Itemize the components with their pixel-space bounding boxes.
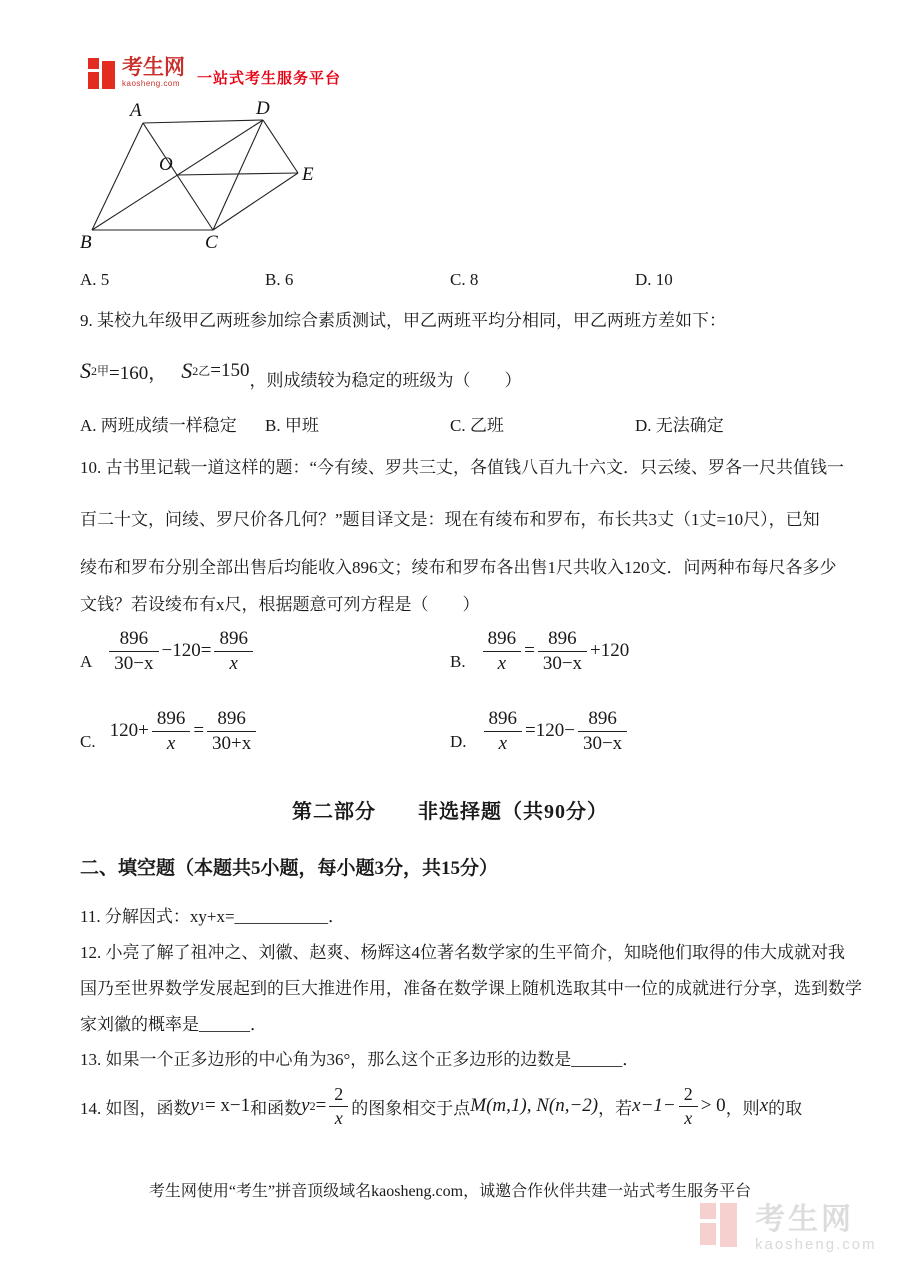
vertex-label-e: E: [302, 164, 314, 185]
q8-option-a: A. 5: [80, 270, 110, 289]
intersection-points: M(m,1), N(n,−2): [470, 1095, 599, 1116]
logo-domain-text: kaosheng.com: [122, 79, 181, 89]
vertex-label-c: C: [205, 232, 218, 253]
q9-options-row: [0, 411, 900, 435]
q9-option-a: A. 两班成绩一样稳定: [80, 416, 237, 435]
fraction: $\frac{896}{30+x}$: [207, 708, 256, 754]
vertex-label-a: A: [130, 100, 142, 121]
q10-option-b: B. $\frac{896}{x}$ = $\frac{896}{30-x}$ +120: [450, 628, 630, 674]
q11-stem: 11. 分解因式：xy+x=___________．: [80, 907, 346, 926]
figure-lines: [92, 120, 298, 230]
q13-stem: 13. 如果一个正多边形的中心角为36°，那么这个正多边形的边数是______．: [80, 1050, 640, 1069]
logo-brand: 考生网: [122, 55, 185, 79]
vertex-label-d: D: [256, 98, 270, 119]
geometry-figure: [75, 98, 325, 258]
variance-symbol-jia: S: [80, 358, 91, 383]
y1-symbol: y: [190, 1095, 199, 1116]
q12-line-3: 家刘徽的概率是______．: [80, 1015, 267, 1034]
watermark-text: [755, 1203, 877, 1253]
vertex-label-o: O: [159, 154, 173, 175]
section-2-title: 第二部分 非选择题（共90分）: [292, 801, 608, 823]
logo-tagline: 一站式考生服务平台: [197, 70, 342, 87]
y2-symbol: y: [301, 1095, 310, 1116]
q8-options-row: [0, 270, 900, 294]
fraction: $\frac{896}{30-x}$: [538, 628, 587, 674]
q14-stem: 14. 如图，函数 y 1 = x−1 和函数 y 2 = $\frac{2}{x}$ 的图象相交于点 M(m,1), N(n,−2) ，若 x−1− $\frac{2}{x}$ > 0 ，则 x 的取: [80, 1084, 803, 1128]
fraction: $\frac{2}{x}$: [329, 1084, 348, 1127]
vertex-label-b: B: [80, 232, 92, 253]
q9-option-c: C. 乙班: [450, 416, 504, 435]
kaosheng-watermark-icon: [700, 1203, 746, 1253]
fill-in-section-title: 二、填空题（本题共5小题，每小题3分，共15分）: [80, 858, 499, 879]
fraction: $\frac{896}{x}$: [483, 628, 522, 674]
q10-line-1: 10. 古书里记载一道这样的题：“今有绫、罗共三丈，各值钱八百九十六文．只云绫、罗各一尺共值钱一: [80, 458, 845, 477]
q12-line-1: 12. 小亮了解了祖冲之、刘徽、赵爽、杨辉这4位著名数学家的生平简介，知晓他们取得的伟大成就对我: [80, 943, 845, 962]
q9-stem: 9. 某校九年级甲乙两班参加综合素质测试，甲乙两班平均分相同，甲乙两班方差如下：: [80, 311, 726, 330]
q10-option-a: A $\frac{896}{30-x}$ −120= $\frac{896}{x}$: [80, 620, 256, 682]
fraction: $\frac{2}{x}$: [679, 1084, 698, 1127]
kaosheng-logo: [88, 56, 341, 89]
q10-line-3: 绫布和罗布分别全部出售后均能收入896文；绫布和罗布各出售1尺共收入120文．问两种布每尺各多少: [80, 558, 837, 577]
q9-option-d: D. 无法确定: [635, 416, 724, 435]
q12-line-2: 国乃至世界数学发展起到的巨大推进作用，准备在数学课上随机选取其中一位的成就进行分享，选到数学: [80, 979, 862, 998]
kaosheng-watermark: [700, 1203, 877, 1253]
fraction: $\frac{896}{x}$: [214, 628, 253, 674]
variance-symbol-yi: S: [181, 358, 193, 383]
q8-option-b: B. 6: [265, 270, 294, 289]
fraction: $\frac{896}{x}$: [152, 708, 191, 754]
q10-line-2: 百二十文，问绫、罗尺价各几何？”题目译文是：现在有绫布和罗布，布长共3丈（1丈=10尺），已知: [80, 510, 820, 529]
q9-option-b: B. 甲班: [265, 416, 319, 435]
q9-formula-tail: ，则成绩较为稳定的班级为（ ）: [249, 370, 522, 390]
q10-line-4: 文钱？若设绫布有x尺，根据题意可列方程是（ ）: [80, 595, 480, 614]
watermark-brand: 考生网: [755, 1203, 854, 1236]
q8-option-d: D. 10: [635, 270, 673, 289]
footer-text: 考生网使用“考生”拼音顶级域名kaosheng.com，诚邀合作伙伴共建一站式考生服务平台: [148, 1183, 752, 1200]
watermark-domain: kaosheng.com: [755, 1236, 877, 1253]
fraction: $\frac{896}{30-x}$: [578, 708, 627, 754]
logo-text: [122, 57, 185, 88]
q10-option-d: D. $\frac{896}{x}$ =120− $\frac{896}{30-x}$: [450, 700, 630, 762]
q10-option-c: C. 120+ $\frac{896}{x}$ = $\frac{896}{30+x}$: [80, 700, 259, 762]
q8-option-c: C. 8: [450, 270, 479, 289]
kaosheng-logo-icon: [88, 56, 116, 89]
fraction: $\frac{896}{x}$: [484, 708, 523, 754]
q9-variance-formula: S 2 甲 =160， S 2 乙 =150 ，则成绩较为稳定的班级为（ ）: [80, 358, 522, 390]
fraction: $\frac{896}{30-x}$: [109, 628, 158, 674]
